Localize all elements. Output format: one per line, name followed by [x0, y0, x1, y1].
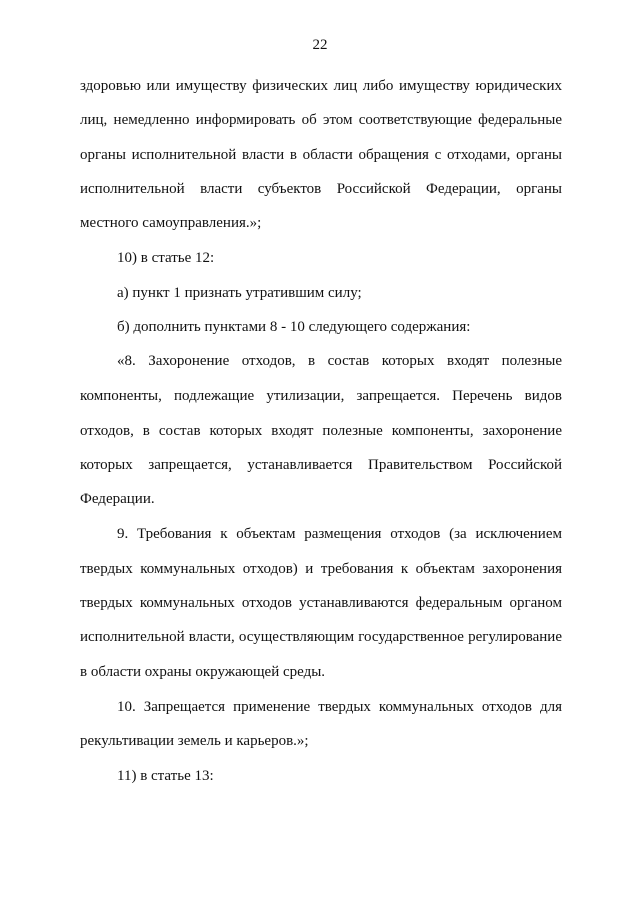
text-line: твердых коммунальных отходов устанавливаются федеральным органом: [80, 595, 562, 611]
text-line: здоровью или имуществу физических лиц либо имуществу юридических: [80, 78, 562, 94]
text-line: в области охраны окружающей среды.: [80, 664, 326, 680]
list-item: б) дополнить пунктами 8 - 10 следующего содержания:: [117, 319, 471, 335]
text-line: местного самоуправления.»;: [80, 215, 262, 231]
list-item: а) пункт 1 признать утратившим силу;: [117, 285, 362, 301]
text-line: Федерации.: [80, 491, 155, 507]
text-line: твердых коммунальных отходов) и требования к объектам захоронения: [80, 561, 562, 577]
text-line: рекультивации земель и карьеров.»;: [80, 733, 309, 749]
text-line: которых запрещается, устанавливается Правительством Российской: [80, 457, 562, 473]
text-line: лиц, немедленно информировать об этом соответствующие федеральные: [80, 112, 562, 128]
text-line: органы исполнительной власти в области обращения с отходами, органы: [80, 147, 562, 163]
text-line: отходов, в состав которых входят полезные компоненты, захоронение: [80, 423, 562, 439]
page-number: 22: [312, 37, 328, 53]
text-line: исполнительной власти, осуществляющим государственное регулирование: [80, 629, 562, 645]
text-line: исполнительной власти субъектов Российской Федерации, органы: [80, 181, 562, 197]
text-line: 9. Требования к объектам размещения отходов (за исключением: [117, 526, 562, 542]
text-line: «8. Захоронение отходов, в состав которых входят полезные: [117, 353, 562, 369]
text-line: компоненты, подлежащие утилизации, запрещается. Перечень видов: [80, 388, 562, 404]
list-item-heading: 10) в статье 12:: [117, 250, 215, 266]
text-line: 10. Запрещается применение твердых коммунальных отходов для: [117, 699, 562, 715]
list-item-heading: 11) в статье 13:: [117, 768, 214, 784]
